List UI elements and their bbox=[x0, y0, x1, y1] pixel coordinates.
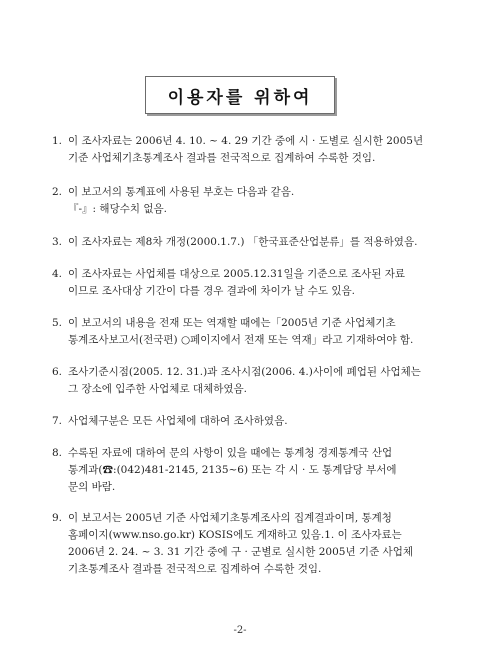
list-item bbox=[52, 234, 444, 251]
item-line: 홈페이지(www.nso.go.kr) KOSIS에도 게재하고 있음.1. 이 조사자료는 bbox=[68, 529, 402, 541]
list-item bbox=[52, 184, 444, 218]
item-line: 2006년 2. 24. ~ 3. 31 기간 중에 구 · 군별로 실시한 2005년 기준 사업체 bbox=[68, 546, 413, 558]
item-line: 그 장소에 입주한 사업체로 대체하였음. bbox=[68, 383, 247, 395]
item-body bbox=[68, 413, 444, 430]
item-number: 7. bbox=[52, 415, 63, 427]
item-body bbox=[68, 184, 444, 218]
item-number: 5. bbox=[52, 317, 63, 329]
item-body bbox=[68, 234, 444, 251]
item-body bbox=[68, 364, 444, 398]
item-line: 이 보고서의 내용을 전재 또는 역재할 때에는「2005년 기준 사업체기초 bbox=[68, 317, 396, 329]
item-body bbox=[68, 510, 444, 578]
item-number: 8. bbox=[52, 447, 63, 459]
item-number: 2. bbox=[52, 186, 63, 198]
title-box bbox=[145, 76, 335, 114]
item-body bbox=[68, 445, 444, 496]
item-line: 통계조사보고서(전국편) ○페이지에서 전재 또는 역재」라고 기재하여야 함. bbox=[68, 334, 414, 346]
item-number: 9. bbox=[52, 512, 63, 524]
item-line: 통계과(☎:(042)481-2145, 2135~6) 또는 각 시 · 도 통계담당 부서에 bbox=[68, 464, 397, 476]
item-line: 기준 사업체기초통계조사 결과를 전국적으로 집계하여 수록한 것임. bbox=[68, 152, 376, 164]
list-item bbox=[52, 445, 444, 496]
item-line: 이 조사자료는 2006년 4. 10. ~ 4. 29 기간 중에 시 · 도별로 실시한 2005년 bbox=[68, 135, 424, 147]
item-line: 이므로 조사대상 기간이 다를 경우 결과에 차이가 날 수도 있음. bbox=[68, 285, 355, 297]
item-body bbox=[68, 315, 444, 349]
item-number: 6. bbox=[52, 366, 63, 378]
item-number: 4. bbox=[52, 268, 63, 280]
list-item bbox=[52, 315, 444, 349]
item-line: 이 조사자료는 제8차 개정(2000.1.7.) 「한국표준산업분류」를 적용하였음. bbox=[68, 236, 418, 248]
list-item bbox=[52, 133, 444, 167]
item-line: 이 보고서의 통계표에 사용된 부호는 다음과 같음. bbox=[68, 186, 295, 198]
item-line: 이 조사자료는 사업체를 대상으로 2005.12.31일을 기준으로 조사된 자료 bbox=[68, 268, 406, 280]
page-title: 이용자를 위하여 bbox=[167, 87, 313, 108]
item-number: 1. bbox=[52, 135, 63, 147]
item-line: 문의 바람. bbox=[68, 481, 116, 493]
list-item bbox=[52, 413, 444, 430]
item-line: 기초통계조사 결과를 전국적으로 집계하여 수록한 것임. bbox=[68, 563, 322, 575]
list-item bbox=[52, 510, 444, 578]
item-body bbox=[68, 133, 444, 167]
item-line: 수록된 자료에 대하여 문의 사항이 있을 때에는 통계청 경제통계국 산업 bbox=[68, 447, 393, 459]
item-line: 조사기준시점(2005. 12. 31.)과 조사시점(2006. 4.)사이에 폐업된 사업체는 bbox=[68, 366, 421, 378]
list-item bbox=[52, 364, 444, 398]
item-number: 3. bbox=[52, 236, 63, 248]
item-line: 사업체구분은 모든 사업체에 대하여 조사하였음. bbox=[68, 415, 288, 427]
item-line: 『-』: 해당수치 없음. bbox=[68, 203, 167, 215]
page-number: -2- bbox=[233, 625, 247, 636]
list-item bbox=[52, 266, 444, 300]
item-line: 이 보고서는 2005년 기준 사업체기초통계조사의 집계결과이며, 통계청 bbox=[68, 512, 392, 524]
item-body bbox=[68, 266, 444, 300]
